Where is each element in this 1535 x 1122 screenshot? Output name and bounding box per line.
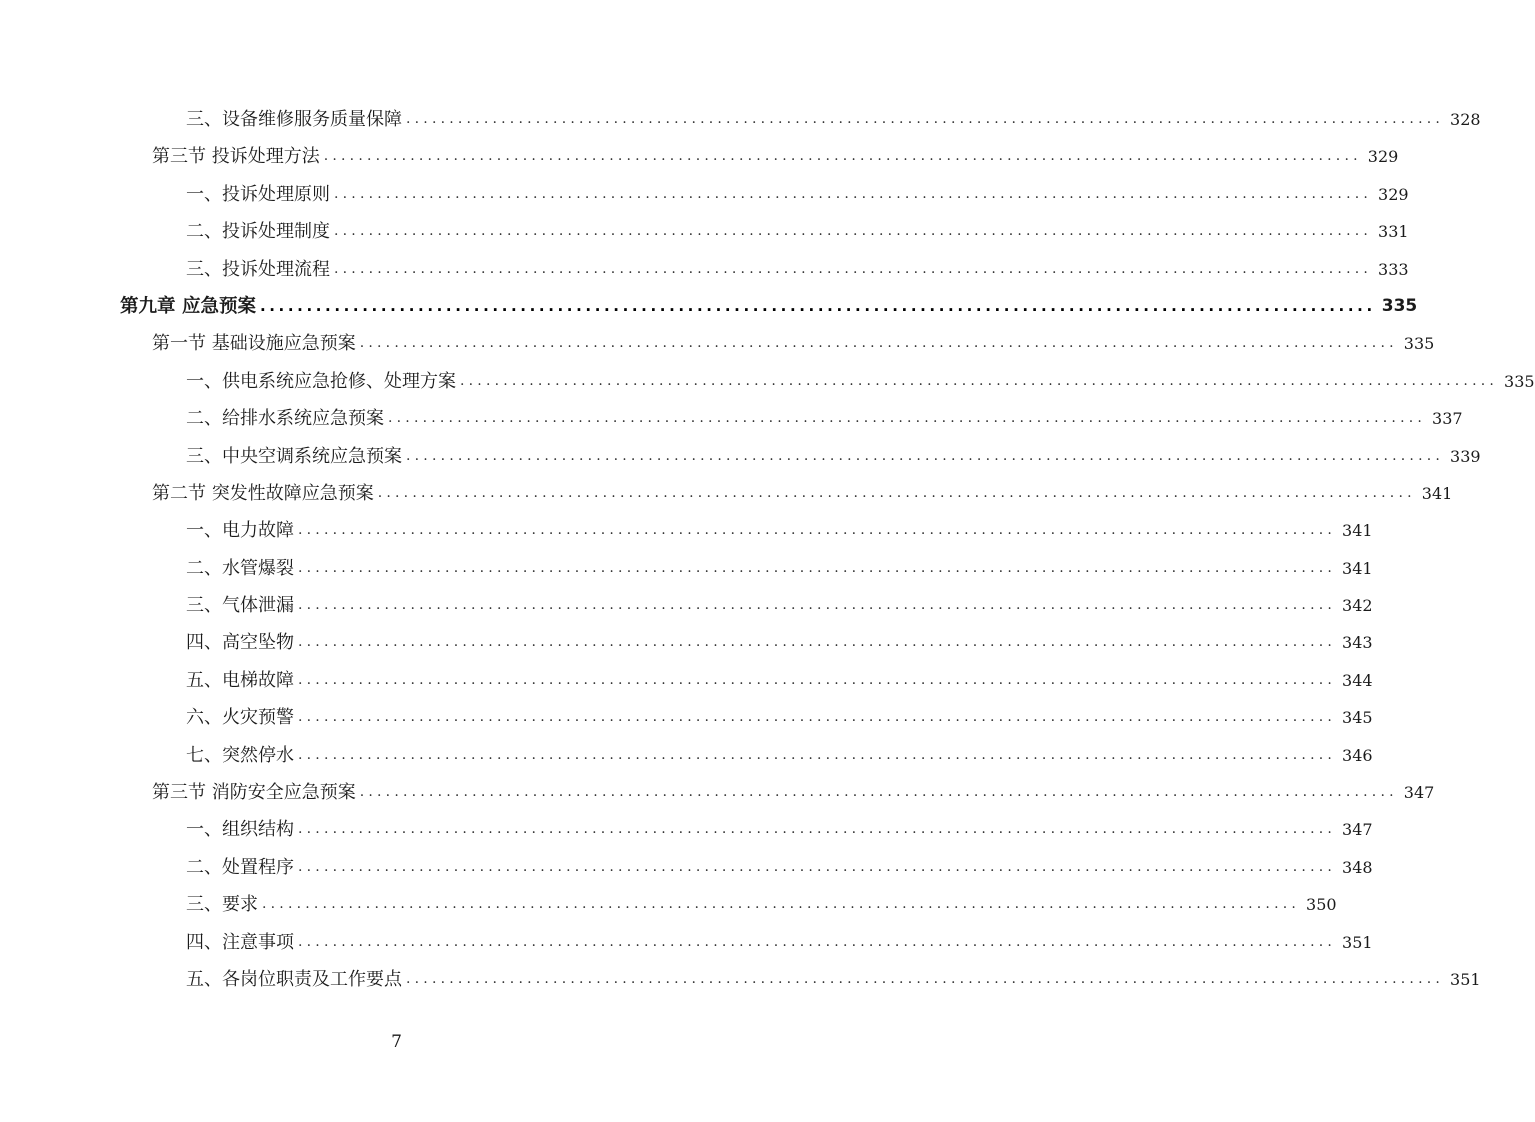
toc-entry-page-number: 351 <box>1342 932 1373 952</box>
toc-entry-title: 第一节 基础设施应急预案 <box>152 333 356 355</box>
toc-entry-title: 第二节 突发性故障应急预案 <box>152 482 374 504</box>
toc-entry-title: 四、注意事项 <box>186 931 294 953</box>
toc-entry-page-number: 329 <box>1378 184 1409 204</box>
dot-leader: ........................................................................................................................ <box>334 223 1373 240</box>
toc-entry-page-number: 347 <box>1403 783 1435 803</box>
toc-entry-item[interactable] <box>0 811 1373 848</box>
toc-entry-title: 五、各岗位职责及工作要点 <box>186 968 402 990</box>
dot-leader: ........................................................................................................................ <box>298 597 1337 614</box>
dot-leader: ........................................................................................................................ <box>298 821 1337 838</box>
dot-leader: ........................................................................................................................ <box>298 933 1337 950</box>
dot-leader: ........................................................................................................................ <box>388 410 1427 427</box>
toc-entry-page-number: 350 <box>1306 895 1337 915</box>
toc-entry-title: 三、设备维修服务质量保障 <box>186 109 402 130</box>
toc-entry-page-number: 341 <box>1342 558 1373 578</box>
toc-entry-title: 一、供电系统应急抢修、处理方案 <box>186 370 456 392</box>
toc-entry-page-number: 329 <box>1367 147 1399 167</box>
toc-entry-item[interactable] <box>0 662 1373 699</box>
toc-entry-item[interactable] <box>0 438 1481 475</box>
toc-entry-section[interactable] <box>0 475 1453 512</box>
toc-entry-page-number: 347 <box>1342 820 1373 840</box>
dot-leader: ........................................................................................................................ <box>334 185 1373 202</box>
toc-entry-item[interactable] <box>0 176 1409 213</box>
dot-leader: ........................................................................................................................ <box>377 484 1416 501</box>
toc-entry-title: 四、高空坠物 <box>186 632 294 654</box>
toc-entry-page-number: 351 <box>1450 969 1481 989</box>
dot-leader: ........................................................................................................................ <box>359 784 1398 801</box>
toc-entry-page-number: 345 <box>1342 708 1373 728</box>
dot-leader: ........................................................................................................................ <box>359 335 1398 352</box>
toc-entry-item[interactable] <box>0 101 1481 138</box>
toc-entry-title: 第三节 投诉处理方法 <box>152 146 320 168</box>
toc-entry-title: 第三节 消防安全应急预案 <box>152 782 356 804</box>
toc-entry-section[interactable] <box>0 325 1435 362</box>
dot-leader: ........................................................................................................................ <box>323 148 1362 165</box>
dot-leader: ........................................................................................................................ <box>406 111 1445 127</box>
toc-entry-item[interactable] <box>0 213 1409 250</box>
toc-entry-title: 三、气体泄漏 <box>186 595 294 617</box>
toc-entry-item[interactable] <box>0 924 1373 961</box>
toc-entry-title: 三、中央空调系统应急预案 <box>186 445 402 467</box>
toc-entry-title: 五、电梯故障 <box>186 669 294 691</box>
toc-entry-page-number: 328 <box>1450 110 1481 129</box>
dot-leader: ........................................................................................................................ <box>406 970 1445 987</box>
toc-entry-title: 二、投诉处理制度 <box>186 221 330 243</box>
toc-entry-page-number: 344 <box>1342 670 1373 690</box>
toc-entry-title: 七、突然停水 <box>186 744 294 766</box>
page-number: 7 <box>391 1032 402 1052</box>
toc-entry-page-number: 335 <box>1381 295 1418 316</box>
toc-entry-page-number: 341 <box>1342 521 1373 541</box>
toc-entry-title: 二、水管爆裂 <box>186 557 294 579</box>
toc-entry-item[interactable] <box>0 737 1373 774</box>
toc-entry-item[interactable] <box>0 886 1337 923</box>
toc-entry-title: 一、组织结构 <box>186 819 294 841</box>
toc-entry-section[interactable] <box>0 138 1399 175</box>
toc-entry-item[interactable] <box>0 512 1373 549</box>
toc-entry-title: 三、要求 <box>186 894 258 916</box>
toc-entry-page-number: 335 <box>1504 371 1535 391</box>
dot-leader: ........................................................................................................................ <box>298 522 1337 539</box>
toc-entry-item[interactable] <box>0 849 1373 886</box>
toc-entry-item[interactable] <box>0 400 1463 437</box>
toc-entry-page-number: 331 <box>1378 222 1409 242</box>
toc-entry-page-number: 346 <box>1342 745 1373 765</box>
dot-leader: ........................................................................................................................ <box>334 260 1373 277</box>
dot-leader: ........................................................................................................................ <box>298 671 1337 688</box>
dot-leader: ........................................................................................................................ <box>262 896 1301 913</box>
toc-entry-chapter[interactable] <box>0 288 1418 325</box>
toc-entry-title: 一、电力故障 <box>186 520 294 542</box>
toc-entry-title: 一、投诉处理原则 <box>186 183 330 205</box>
dot-leader: ........................................................................................................................ <box>259 296 1376 315</box>
toc-entry-item[interactable] <box>0 587 1373 624</box>
table-of-contents <box>0 101 1535 998</box>
toc-entry-item[interactable] <box>0 699 1373 736</box>
toc-entry-title: 二、给排水系统应急预案 <box>186 408 384 430</box>
toc-entry-title: 二、处置程序 <box>186 856 294 878</box>
toc-entry-page-number: 343 <box>1342 633 1373 653</box>
toc-entry-page-number: 339 <box>1450 446 1481 466</box>
toc-entry-page-number: 342 <box>1342 596 1373 616</box>
toc-entry-item[interactable] <box>0 961 1481 998</box>
toc-entry-item[interactable] <box>0 624 1373 661</box>
dot-leader: ........................................................................................................................ <box>406 447 1445 464</box>
toc-entry-title: 六、火灾预警 <box>186 707 294 729</box>
dot-leader: ........................................................................................................................ <box>460 372 1499 389</box>
dot-leader: ........................................................................................................................ <box>298 709 1337 726</box>
toc-entry-title: 第九章 应急预案 <box>120 295 256 317</box>
dot-leader: ........................................................................................................................ <box>298 559 1337 576</box>
toc-entry-page-number: 341 <box>1421 483 1453 503</box>
toc-entry-page-number: 335 <box>1403 334 1435 354</box>
toc-entry-page-number: 333 <box>1378 259 1409 279</box>
toc-entry-page-number: 337 <box>1432 409 1463 429</box>
toc-entry-title: 三、投诉处理流程 <box>186 258 330 280</box>
dot-leader: ........................................................................................................................ <box>298 746 1337 763</box>
toc-entry-item[interactable] <box>0 363 1535 400</box>
toc-entry-page-number: 348 <box>1342 857 1373 877</box>
toc-entry-section[interactable] <box>0 774 1435 811</box>
dot-leader: ........................................................................................................................ <box>298 858 1337 875</box>
toc-entry-item[interactable] <box>0 251 1409 288</box>
toc-entry-item[interactable] <box>0 550 1373 587</box>
dot-leader: ........................................................................................................................ <box>298 634 1337 651</box>
